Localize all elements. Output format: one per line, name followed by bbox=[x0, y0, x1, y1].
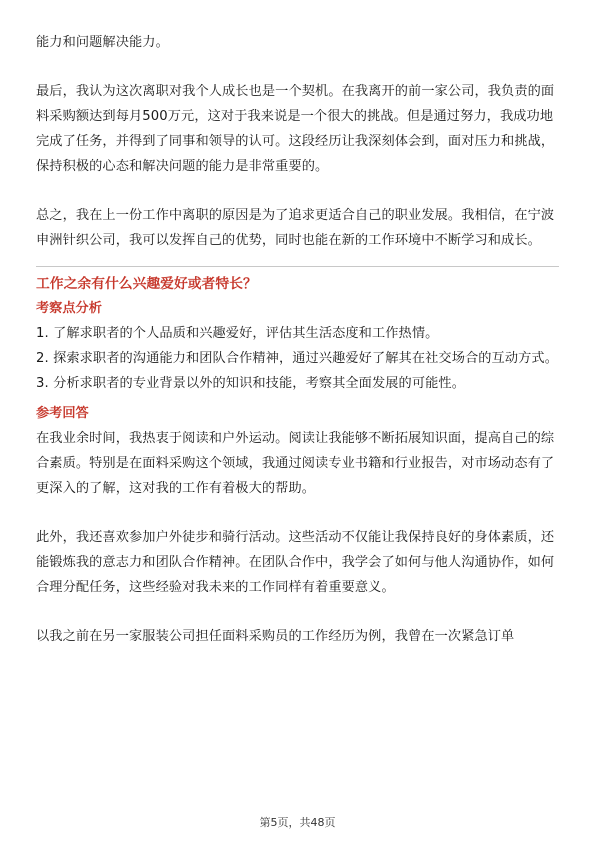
paragraph-continued: 能力和问题解决能力。 bbox=[36, 35, 169, 50]
page-number-footer: 第5页，共48页 bbox=[259, 816, 336, 829]
analysis-heading: 考察点分析 bbox=[36, 301, 102, 316]
analysis-item: 3. 分析求职者的专业背景以外的知识和技能，考察其全面发展的可能性。 bbox=[36, 376, 465, 391]
answer-paragraph: 此外，我还喜欢参加户外徒步和骑行活动。这些活动不仅能让我保持良好的身体素质，还能锻炼我的意志力和团队合作精神。在团队合作中，我学会了如何与他人沟通协作，如何合理分配任务，这些经验对我未来的工作同样有着重要意义。 bbox=[36, 530, 555, 595]
question-heading: 工作之余有什么兴趣爱好或者特长？ bbox=[36, 276, 257, 292]
analysis-item: 2. 探索求职者的沟通能力和团队合作精神，通过兴趣爱好了解其在社交场合的互动方式。 bbox=[36, 351, 558, 366]
paragraph-growth: 最后，我认为这次离职对我个人成长也是一个契机。在我离开的前一家公司，我负责的面料采购额达到每月500万元，这对于我来说是一个很大的挑战。但是通过努力，我成功地完成了任务，并得到了同事和领导的认可。这段经历让我深刻体会到，面对压力和挑战，保持积极的心态和解决问题的能力是非常重要的。 bbox=[36, 84, 555, 174]
document-page bbox=[36, 30, 559, 649]
analysis-item: 1. 了解求职者的个人品质和兴趣爱好，评估其生活态度和工作热情。 bbox=[36, 326, 439, 341]
answer-paragraph: 以我之前在另一家服装公司担任面料采购员的工作经历为例，我曾在一次紧急订单 bbox=[36, 629, 515, 644]
answer-paragraph: 在我业余时间，我热衷于阅读和户外运动。阅读让我能够不断拓展知识面，提高自己的综合素质。特别是在面料采购这个领域，我通过阅读专业书籍和行业报告，对市场动态有了更深入的了解，这对我的工作有着极大的帮助。 bbox=[36, 431, 555, 496]
section-divider bbox=[36, 266, 559, 267]
answer-heading: 参考回答 bbox=[36, 406, 89, 421]
paragraph-summary: 总之，我在上一份工作中离职的原因是为了追求更适合自己的职业发展。我相信，在宁波申洲针织公司，我可以发挥自己的优势，同时也能在新的工作环境中不断学习和成长。 bbox=[36, 208, 555, 248]
